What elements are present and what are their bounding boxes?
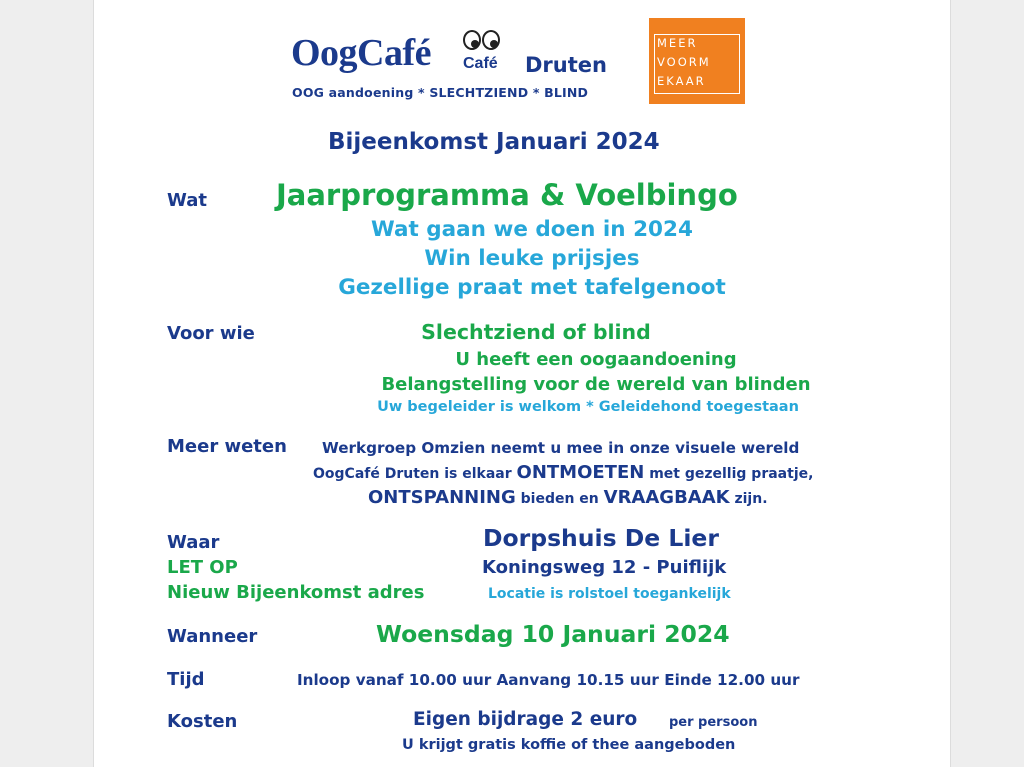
waar-let-op: LET OP — [167, 557, 238, 578]
logo-town: Druten — [525, 53, 607, 77]
logo-title: OogCafé — [291, 32, 432, 74]
label-tijd: Tijd — [167, 669, 205, 690]
meer-voor-elkaar-badge — [649, 18, 745, 104]
badge-line-2: VOORM — [657, 55, 711, 69]
tijd-value: Inloop vanaf 10.00 uur Aanvang 10.15 uur Einde 12.00 uur — [297, 671, 800, 689]
label-wanneer: Wanneer — [167, 626, 258, 647]
voorwie-title: Slechtziend of blind — [421, 320, 651, 344]
meer-line-3: ONTSPANNING bieden en VRAAGBAAK zijn. — [368, 487, 768, 508]
label-waar: Waar — [167, 532, 220, 553]
logo-subtitle: OOG aandoening * SLECHTZIEND * BLIND — [292, 85, 589, 100]
label-wat: Wat — [167, 190, 207, 211]
waar-access: Locatie is rolstoel toegankelijk — [488, 586, 731, 602]
logo-cafe: Café — [463, 55, 498, 72]
eyes-icon — [463, 30, 507, 54]
label-voor-wie: Voor wie — [167, 323, 255, 344]
page-heading: Bijeenkomst Januari 2024 — [328, 129, 660, 155]
kosten-note: U krijgt gratis koffie of thee aangeboden — [402, 737, 736, 753]
voorwie-line-3: Uw begeleider is welkom * Geleidehond toegestaan — [377, 399, 799, 415]
label-meer-weten: Meer weten — [167, 436, 287, 457]
kosten-per-persoon: per persoon — [669, 715, 758, 730]
wat-line-1: Wat gaan we doen in 2024 — [371, 217, 693, 242]
wat-line-2: Win leuke prijsjes — [424, 246, 640, 271]
voorwie-line-1: U heeft een oogaandoening — [455, 349, 737, 370]
label-kosten: Kosten — [167, 711, 238, 732]
wat-title: Jaarprogramma & Voelbingo — [276, 178, 738, 212]
kosten-value: Eigen bijdrage 2 euro — [413, 709, 638, 730]
meer-line-1: Werkgroep Omzien neemt u mee in onze visuele wereld — [322, 439, 800, 457]
wat-line-3: Gezellige praat met tafelgenoot — [338, 275, 726, 300]
waar-venue: Dorpshuis De Lier — [483, 524, 719, 552]
waar-address: Koningsweg 12 - Puiflijk — [482, 557, 727, 578]
meer-line-2: OogCafé Druten is elkaar ONTMOETEN met gezellig praatje, — [313, 462, 814, 483]
voorwie-line-2: Belangstelling voor de wereld van blinden — [381, 374, 811, 395]
wanneer-date: Woensdag 10 Januari 2024 — [376, 620, 730, 648]
waar-nieuw-adres: Nieuw Bijeenkomst adres — [167, 582, 425, 603]
badge-line-1: MEER — [657, 36, 698, 50]
badge-line-3: EKAAR — [657, 74, 706, 88]
